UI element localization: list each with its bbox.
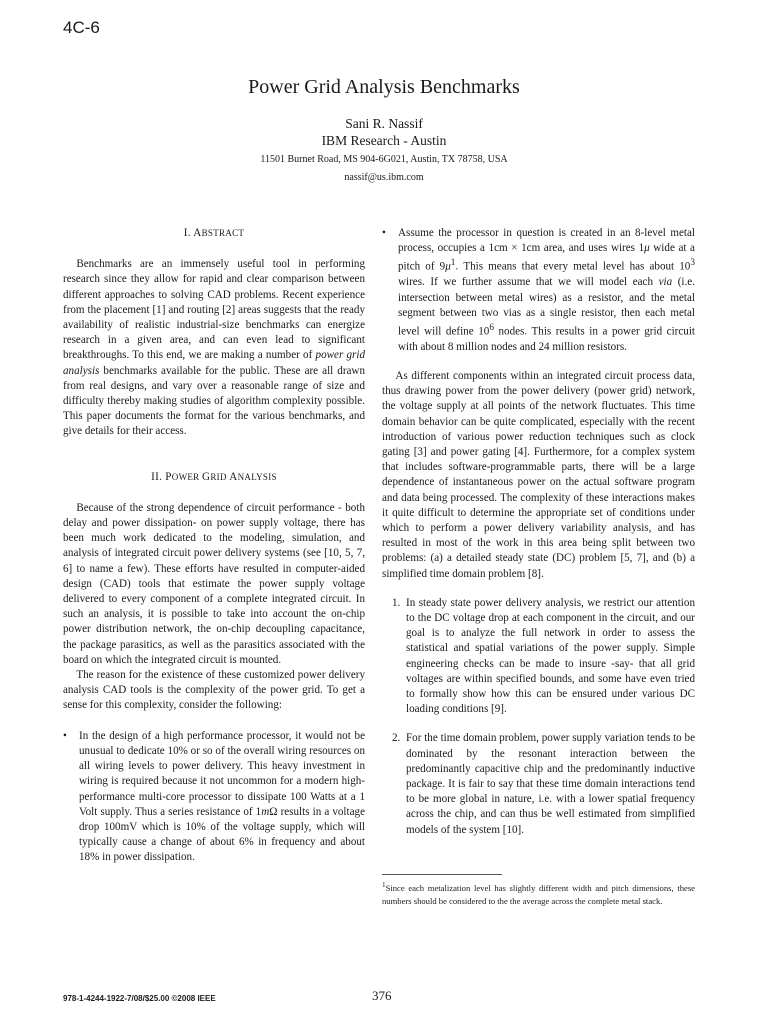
author-affiliation: IBM Research - Austin bbox=[321, 133, 447, 148]
author-email: nassif@us.ibm.com bbox=[344, 172, 424, 183]
right-column bbox=[382, 226, 695, 838]
paper-title: Power Grid Analysis Benchmarks bbox=[248, 76, 520, 98]
author-address: 11501 Burnet Road, MS 904-6G021, Austin, TX 78758, USA bbox=[260, 154, 508, 165]
footnote-divider bbox=[382, 874, 502, 875]
bullet-mark: • bbox=[63, 729, 67, 742]
list-item: • Assume the processor in question is created in an 8-level metal process, occupies a 1cm × 1cm area, and uses wires 1μ wide at a pitch of $9\mu^1$. This means that every metal level has about $10^3$ wires. If we further assume that we will model each via (i.e. intersection between metal wires) as a resistor, and the metal segment between two vias as a single resistor, then each metal level will define $10^6$ nodes. This results in a power grid circuit with about 8 million nodes and 24 million resistors. bbox=[382, 227, 696, 353]
footnote-text: Since each metalization level has slightly different width and pitch dimensions, these numbers should be considered to the the average across the complete metal stack. bbox=[382, 882, 695, 906]
footnote bbox=[382, 874, 695, 908]
list-number: 1. bbox=[392, 596, 401, 609]
paper-header bbox=[0, 76, 768, 185]
list-number: 2. bbox=[392, 732, 401, 745]
author-name: Sani R. Nassif bbox=[345, 116, 423, 131]
copyright-footer: 978-1-4244-1922-7/08/$25.00 ©2008 IEEE bbox=[63, 994, 216, 1003]
session-code: 4C-6 bbox=[63, 18, 100, 37]
list-item: • In the design of a high performance processor, it would not be unusual to dedicate 10% or so of the overall wiring resources on all wiring levels to power delivery. This heavy investment in wiring is required because it not uncommon for a modern high-performance multi-core processor to dissipate 100 Watts at a 1 Volt supply. Thus a series resistance of 1mΩ results in a voltage drop 100mV which is 10% of the voltage supply, which will typically cause a change of about 6% in frequency and about 18% in power dissipation. bbox=[63, 729, 365, 864]
analysis-paragraph-1: Because of the strong dependence of circuit performance - both delay and power dissipation- on power supply voltage, there has been much work dedicated to the modeling, simulation, and analysis of integrated circuit power delivery systems (see [10, 5, 7, 6] to name a few). These efforts have resulted in computer-aided design (CAD) tools that estimate the power supply voltage delivered to every component of a complete integrated circuit. In such an analysis, it is possible to take into account the on-chip power distribution network, the on-chip decoupling capacitance, the package parasitics, as well as the parasitics associated with the board on which the integrated circuit is mounted. bbox=[63, 501, 365, 666]
list-item: 2. For the time domain problem, power supply variation tends to be dominated by the resonant interaction between the predominantly capacitive chip and the predominantly inductive package. It is fair to say that these time domain interactions tend to be more global in nature, i.e. with a lower spatial frequency across the chip, and can thus be well estimated from simplified models of the system [10]. bbox=[392, 732, 695, 836]
analysis-paragraph-2: The reason for the existence of these customized power delivery analysis CAD tools is the complexity of the power grid. To get a sense for this complexity, consider the following: bbox=[63, 669, 365, 712]
abstract-heading: I. ABSTRACT bbox=[183, 227, 245, 239]
left-column bbox=[63, 226, 365, 866]
footnote-ref: 1 bbox=[450, 258, 456, 269]
abstract-paragraph: Benchmarks are an immensely useful tool in performing research since they allow for rapid and clear comparison between different approaches to solving CAD problems. Recent experience from the placement [1] and routing [2] areas suggests that the ready availability of realistic industrial-size benchmarks can energize research in a given area, and can even lead to significant breakthroughs. To this end, we are making a number of power grid analysis benchmarks available for the public. These are all drawn from real designs, and vary over a reasonable range of size and difficulty thereby making studies of algorithm complexity possible. This paper documents the format for the various benchmarks, and give details for their access. bbox=[63, 258, 365, 438]
page-number: 376 bbox=[372, 988, 392, 1003]
footnote-mark: 1 bbox=[382, 881, 386, 889]
analysis-paragraph-3: As different components within an integrated circuit process data, thus drawing power from the power delivery (power grid) network, the voltage supply at all points of the network fluctuates. This time domain behavior can be quite complicated, especially with the recent introduction of various power reduction techniques such as clock gating [3] and power gating [4]. Furthermore, for a complex system that includes software-programmable parts, there will be a large dependence of instantaneous power on the actual software program and data being processed. The complexity of these interactions makes it quite difficult to determine the appropriate set of conditions under which to perform a power delivery variability analysis, and has resulted in most of the work in this area being split between two problems: (a) a detailed steady state (DC) problem [5, 7], and (b) a simplified time domain problem [8]. bbox=[382, 370, 695, 580]
bullet-mark: • bbox=[382, 227, 386, 239]
power-grid-analysis-heading: II. POWER GRID ANALYSIS bbox=[151, 470, 277, 483]
list-item: 1. In steady state power delivery analysis, we restrict our attention to the DC voltage drop at each component in the circuit, and our goal is to analyze the full network in order to assess the statistical and spatial variations of the power supply. Simple engineering checks can be made to insure -say- that all grid voltages are within specified bounds, and some have even tried to formally show how this can be ensured under various DC loading conditions [9]. bbox=[392, 596, 695, 716]
